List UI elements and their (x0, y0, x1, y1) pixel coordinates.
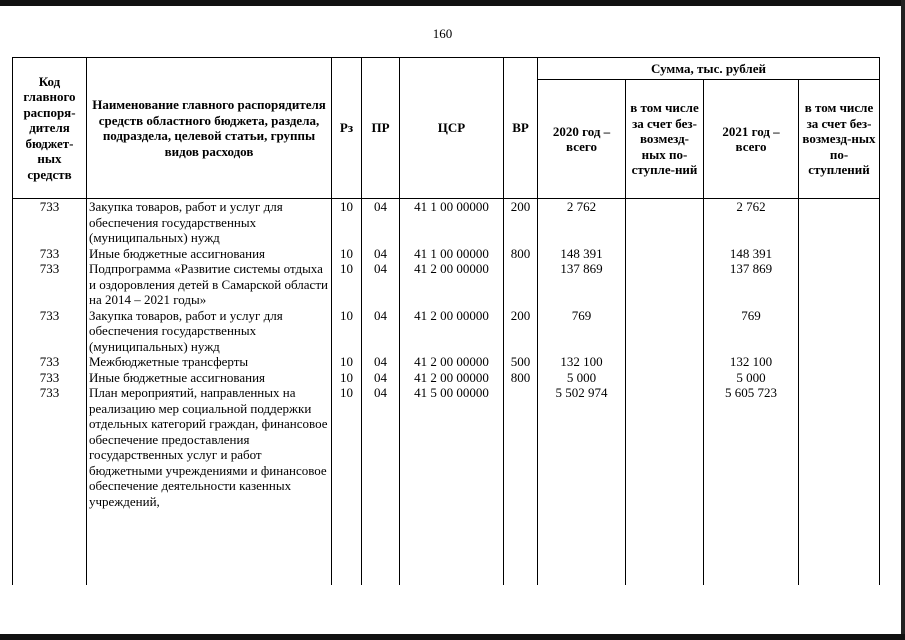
header-csr: ЦСР (400, 58, 504, 199)
cell-csr: 41 2 00 00000 (400, 370, 504, 386)
cell-2020-grants (626, 199, 704, 246)
cell-2020-total: 5 502 974 (538, 385, 626, 585)
cell-name: Подпрограмма «Развитие системы отдыха и оздоровления детей в Самарской области на 2014 – 2021 годы» (87, 261, 332, 308)
cell-2021-total: 2 762 (704, 199, 799, 246)
cell-2021-total: 148 391 (704, 246, 799, 262)
cell-pr: 04 (362, 370, 400, 386)
cell-rz: 10 (332, 354, 362, 370)
header-2020-grants: в том числе за счет без-возмезд-ных по-ступле-ний (626, 80, 704, 199)
right-border (901, 0, 905, 640)
cell-vr: 500 (504, 354, 538, 370)
cell-rz: 10 (332, 370, 362, 386)
cell-2020-grants (626, 370, 704, 386)
cell-2020-grants (626, 354, 704, 370)
cell-vr: 800 (504, 370, 538, 386)
cell-pr: 04 (362, 308, 400, 355)
header-vr: ВР (504, 58, 538, 199)
cell-2021-grants (799, 354, 880, 370)
page-number: 160 (432, 26, 453, 41)
cell-pr: 04 (362, 246, 400, 262)
header-2021-total: 2021 год – всего (704, 80, 799, 199)
cell-2021-grants (799, 261, 880, 308)
header-code: Код главного распоря-дителя бюджет-ных средств (13, 58, 87, 199)
cell-name: Иные бюджетные ассигнования (87, 370, 332, 386)
cell-2021-total: 5 605 723 (704, 385, 799, 585)
cell-csr: 41 5 00 00000 (400, 385, 504, 585)
header-sum-group: Сумма, тыс. рублей (538, 58, 880, 80)
table-body (13, 199, 880, 586)
cell-2020-total: 5 000 (538, 370, 626, 386)
cell-vr (504, 385, 538, 585)
cell-rz: 10 (332, 261, 362, 308)
cell-name: Закупка товаров, работ и услуг для обеспечения государственных (муниципальных) нужд (87, 308, 332, 355)
table-header (13, 58, 880, 199)
table-row (13, 308, 880, 355)
table-row (13, 370, 880, 386)
cell-rz: 10 (332, 199, 362, 246)
cell-2020-grants (626, 308, 704, 355)
cell-2020-grants (626, 385, 704, 585)
cell-name: Иные бюджетные ассигнования (87, 246, 332, 262)
cell-csr: 41 2 00 00000 (400, 354, 504, 370)
table-row (13, 199, 880, 246)
cell-2021-grants (799, 246, 880, 262)
cell-vr: 800 (504, 246, 538, 262)
header-name: Наименование главного распорядителя средств областного бюджета, раздела, подраздела, целевой статьи, группы видов расходов (87, 58, 332, 199)
cell-code: 733 (13, 354, 87, 370)
cell-vr (504, 261, 538, 308)
cell-2021-grants (799, 385, 880, 585)
cell-vr: 200 (504, 199, 538, 246)
table-row (13, 354, 880, 370)
table-row (13, 261, 880, 308)
cell-csr: 41 1 00 00000 (400, 246, 504, 262)
cell-pr: 04 (362, 261, 400, 308)
table-row (13, 385, 880, 585)
cell-csr: 41 1 00 00000 (400, 199, 504, 246)
header-pr: ПР (362, 58, 400, 199)
cell-2020-total: 132 100 (538, 354, 626, 370)
cell-code: 733 (13, 385, 87, 585)
cell-2020-total: 2 762 (538, 199, 626, 246)
cell-2020-total: 148 391 (538, 246, 626, 262)
header-2021-grants: в том числе за счет без-возмезд-ных по-ступлений (799, 80, 880, 199)
cell-2020-grants (626, 261, 704, 308)
cell-name: Закупка товаров, работ и услуг для обеспечения государственных (муниципальных) нужд (87, 199, 332, 246)
cell-2021-total: 132 100 (704, 354, 799, 370)
cell-code: 733 (13, 370, 87, 386)
budget-table (12, 57, 880, 585)
cell-2020-total: 769 (538, 308, 626, 355)
table-row (13, 246, 880, 262)
cell-pr: 04 (362, 385, 400, 585)
cell-name: Межбюджетные трансферты (87, 354, 332, 370)
cell-2021-grants (799, 308, 880, 355)
cell-2021-grants (799, 199, 880, 246)
cell-pr: 04 (362, 199, 400, 246)
cell-pr: 04 (362, 354, 400, 370)
cell-name: План мероприятий, направленных на реализацию мер социальной поддержки отдельных категорий граждан, финансовое обеспечение предоставления государственных услуг и работ бюджетными учреждениями и финансовое обеспечение деятельности казенных учреждений, (87, 385, 332, 585)
cell-2020-grants (626, 246, 704, 262)
cell-2021-total: 769 (704, 308, 799, 355)
top-border (0, 0, 905, 6)
header-2020-total: 2020 год – всего (538, 80, 626, 199)
cell-code: 733 (13, 308, 87, 355)
cell-2021-total: 137 869 (704, 261, 799, 308)
bottom-border (0, 634, 905, 640)
cell-rz: 10 (332, 385, 362, 585)
cell-rz: 10 (332, 308, 362, 355)
cell-csr: 41 2 00 00000 (400, 261, 504, 308)
cell-code: 733 (13, 246, 87, 262)
cell-2021-grants (799, 370, 880, 386)
header-rz: Рз (332, 58, 362, 199)
cell-2021-total: 5 000 (704, 370, 799, 386)
cell-2020-total: 137 869 (538, 261, 626, 308)
cell-rz: 10 (332, 246, 362, 262)
cell-code: 733 (13, 261, 87, 308)
cell-code: 733 (13, 199, 87, 246)
cell-csr: 41 2 00 00000 (400, 308, 504, 355)
cell-vr: 200 (504, 308, 538, 355)
